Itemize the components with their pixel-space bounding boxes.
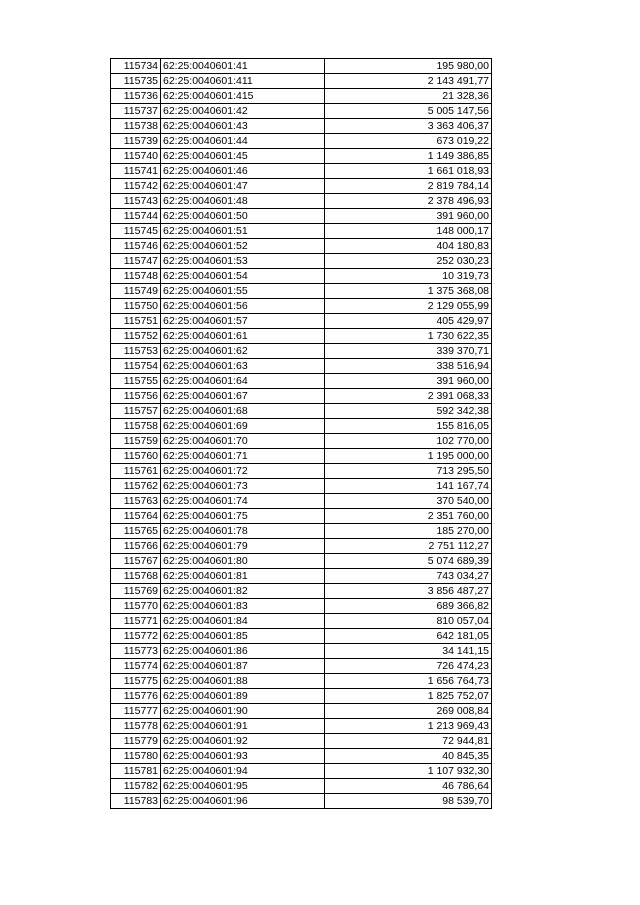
table-row <box>111 539 492 554</box>
value-cell: 141 167,74 <box>325 479 492 494</box>
row-id-cell: 115747 <box>111 254 161 269</box>
table-row <box>111 779 492 794</box>
table-row <box>111 74 492 89</box>
row-id-cell: 115771 <box>111 614 161 629</box>
value-cell: 338 516,94 <box>325 359 492 374</box>
table-row <box>111 554 492 569</box>
row-id-cell: 115759 <box>111 434 161 449</box>
table-row <box>111 269 492 284</box>
cadastral-number-cell: 62:25:0040601:56 <box>161 299 325 314</box>
value-cell: 405 429,97 <box>325 314 492 329</box>
value-cell: 72 944,81 <box>325 734 492 749</box>
table-row <box>111 464 492 479</box>
table-body <box>111 59 492 809</box>
value-cell: 10 319,73 <box>325 269 492 284</box>
row-id-cell: 115773 <box>111 644 161 659</box>
value-cell: 21 328,36 <box>325 89 492 104</box>
table-row <box>111 569 492 584</box>
table-row <box>111 644 492 659</box>
cadastral-number-cell: 62:25:0040601:86 <box>161 644 325 659</box>
cadastral-number-cell: 62:25:0040601:90 <box>161 704 325 719</box>
table-row <box>111 329 492 344</box>
cadastral-number-cell: 62:25:0040601:71 <box>161 449 325 464</box>
value-cell: 370 540,00 <box>325 494 492 509</box>
row-id-cell: 115762 <box>111 479 161 494</box>
row-id-cell: 115774 <box>111 659 161 674</box>
value-cell: 5 005 147,56 <box>325 104 492 119</box>
table-row <box>111 734 492 749</box>
cadastral-number-cell: 62:25:0040601:51 <box>161 224 325 239</box>
row-id-cell: 115746 <box>111 239 161 254</box>
cadastral-number-cell: 62:25:0040601:57 <box>161 314 325 329</box>
cadastral-number-cell: 62:25:0040601:69 <box>161 419 325 434</box>
row-id-cell: 115761 <box>111 464 161 479</box>
table-row <box>111 179 492 194</box>
value-cell: 1 661 018,93 <box>325 164 492 179</box>
table-row <box>111 614 492 629</box>
row-id-cell: 115775 <box>111 674 161 689</box>
value-cell: 2 819 784,14 <box>325 179 492 194</box>
table-row <box>111 359 492 374</box>
table-row <box>111 404 492 419</box>
value-cell: 2 351 760,00 <box>325 509 492 524</box>
row-id-cell: 115756 <box>111 389 161 404</box>
table-row <box>111 419 492 434</box>
value-cell: 2 378 496,93 <box>325 194 492 209</box>
value-cell: 391 960,00 <box>325 374 492 389</box>
value-cell: 2 751 112,27 <box>325 539 492 554</box>
table-row <box>111 59 492 74</box>
cadastral-number-cell: 62:25:0040601:54 <box>161 269 325 284</box>
row-id-cell: 115769 <box>111 584 161 599</box>
table-row <box>111 719 492 734</box>
value-cell: 3 363 406,37 <box>325 119 492 134</box>
row-id-cell: 115736 <box>111 89 161 104</box>
cadastral-number-cell: 62:25:0040601:64 <box>161 374 325 389</box>
row-id-cell: 115768 <box>111 569 161 584</box>
value-cell: 5 074 689,39 <box>325 554 492 569</box>
row-id-cell: 115760 <box>111 449 161 464</box>
table-row <box>111 494 492 509</box>
cadastral-number-cell: 62:25:0040601:87 <box>161 659 325 674</box>
row-id-cell: 115776 <box>111 689 161 704</box>
table-row <box>111 749 492 764</box>
cadastral-number-cell: 62:25:0040601:63 <box>161 359 325 374</box>
cadastral-number-cell: 62:25:0040601:411 <box>161 74 325 89</box>
cadastral-number-cell: 62:25:0040601:55 <box>161 284 325 299</box>
row-id-cell: 115739 <box>111 134 161 149</box>
row-id-cell: 115758 <box>111 419 161 434</box>
cadastral-number-cell: 62:25:0040601:91 <box>161 719 325 734</box>
table-row <box>111 704 492 719</box>
value-cell: 1 107 932,30 <box>325 764 492 779</box>
cadastral-number-cell: 62:25:0040601:94 <box>161 764 325 779</box>
cadastral-number-cell: 62:25:0040601:47 <box>161 179 325 194</box>
value-cell: 46 786,64 <box>325 779 492 794</box>
cadastral-number-cell: 62:25:0040601:415 <box>161 89 325 104</box>
table-row <box>111 689 492 704</box>
value-cell: 1 375 368,08 <box>325 284 492 299</box>
cadastral-number-cell: 62:25:0040601:74 <box>161 494 325 509</box>
value-cell: 102 770,00 <box>325 434 492 449</box>
value-cell: 98 539,70 <box>325 794 492 809</box>
cadastral-number-cell: 62:25:0040601:79 <box>161 539 325 554</box>
value-cell: 713 295,50 <box>325 464 492 479</box>
row-id-cell: 115738 <box>111 119 161 134</box>
value-cell: 404 180,83 <box>325 239 492 254</box>
value-cell: 743 034,27 <box>325 569 492 584</box>
row-id-cell: 115765 <box>111 524 161 539</box>
value-cell: 1 195 000,00 <box>325 449 492 464</box>
cadastral-number-cell: 62:25:0040601:46 <box>161 164 325 179</box>
value-cell: 269 008,84 <box>325 704 492 719</box>
table-row <box>111 629 492 644</box>
value-cell: 2 143 491,77 <box>325 74 492 89</box>
cadastral-number-cell: 62:25:0040601:95 <box>161 779 325 794</box>
row-id-cell: 115763 <box>111 494 161 509</box>
cadastral-number-cell: 62:25:0040601:48 <box>161 194 325 209</box>
table-row <box>111 284 492 299</box>
row-id-cell: 115742 <box>111 179 161 194</box>
cadastral-value-table <box>110 58 492 809</box>
cadastral-number-cell: 62:25:0040601:81 <box>161 569 325 584</box>
table-row <box>111 449 492 464</box>
cadastral-number-cell: 62:25:0040601:88 <box>161 674 325 689</box>
cadastral-number-cell: 62:25:0040601:84 <box>161 614 325 629</box>
table-row <box>111 299 492 314</box>
cadastral-number-cell: 62:25:0040601:44 <box>161 134 325 149</box>
cadastral-number-cell: 62:25:0040601:82 <box>161 584 325 599</box>
value-cell: 592 342,38 <box>325 404 492 419</box>
cadastral-number-cell: 62:25:0040601:45 <box>161 149 325 164</box>
cadastral-number-cell: 62:25:0040601:93 <box>161 749 325 764</box>
value-cell: 1 730 622,35 <box>325 329 492 344</box>
row-id-cell: 115734 <box>111 59 161 74</box>
table-row <box>111 254 492 269</box>
value-cell: 391 960,00 <box>325 209 492 224</box>
value-cell: 673 019,22 <box>325 134 492 149</box>
table-row <box>111 599 492 614</box>
value-cell: 1 149 386,85 <box>325 149 492 164</box>
cadastral-number-cell: 62:25:0040601:50 <box>161 209 325 224</box>
table-row <box>111 134 492 149</box>
value-cell: 689 366,82 <box>325 599 492 614</box>
value-cell: 339 370,71 <box>325 344 492 359</box>
cadastral-number-cell: 62:25:0040601:70 <box>161 434 325 449</box>
cadastral-number-cell: 62:25:0040601:85 <box>161 629 325 644</box>
table-row <box>111 374 492 389</box>
table-row <box>111 164 492 179</box>
row-id-cell: 115745 <box>111 224 161 239</box>
table-row <box>111 584 492 599</box>
table-row <box>111 209 492 224</box>
cadastral-number-cell: 62:25:0040601:83 <box>161 599 325 614</box>
value-cell: 2 129 055,99 <box>325 299 492 314</box>
table-row <box>111 314 492 329</box>
row-id-cell: 115741 <box>111 164 161 179</box>
row-id-cell: 115770 <box>111 599 161 614</box>
row-id-cell: 115778 <box>111 719 161 734</box>
value-cell: 3 856 487,27 <box>325 584 492 599</box>
cadastral-number-cell: 62:25:0040601:75 <box>161 509 325 524</box>
table-row <box>111 194 492 209</box>
cadastral-number-cell: 62:25:0040601:62 <box>161 344 325 359</box>
row-id-cell: 115757 <box>111 404 161 419</box>
table-row <box>111 479 492 494</box>
value-cell: 155 816,05 <box>325 419 492 434</box>
cadastral-number-cell: 62:25:0040601:52 <box>161 239 325 254</box>
cadastral-number-cell: 62:25:0040601:67 <box>161 389 325 404</box>
value-cell: 810 057,04 <box>325 614 492 629</box>
value-cell: 726 474,23 <box>325 659 492 674</box>
value-cell: 34 141,15 <box>325 644 492 659</box>
cadastral-number-cell: 62:25:0040601:92 <box>161 734 325 749</box>
row-id-cell: 115737 <box>111 104 161 119</box>
value-cell: 642 181,05 <box>325 629 492 644</box>
value-cell: 2 391 068,33 <box>325 389 492 404</box>
cadastral-number-cell: 62:25:0040601:61 <box>161 329 325 344</box>
row-id-cell: 115743 <box>111 194 161 209</box>
value-cell: 40 845,35 <box>325 749 492 764</box>
row-id-cell: 115783 <box>111 794 161 809</box>
table-row <box>111 224 492 239</box>
row-id-cell: 115764 <box>111 509 161 524</box>
row-id-cell: 115779 <box>111 734 161 749</box>
row-id-cell: 115751 <box>111 314 161 329</box>
table-row <box>111 794 492 809</box>
cadastral-number-cell: 62:25:0040601:96 <box>161 794 325 809</box>
table-row <box>111 344 492 359</box>
row-id-cell: 115755 <box>111 374 161 389</box>
table-row <box>111 764 492 779</box>
cadastral-number-cell: 62:25:0040601:53 <box>161 254 325 269</box>
row-id-cell: 115752 <box>111 329 161 344</box>
row-id-cell: 115749 <box>111 284 161 299</box>
cadastral-number-cell: 62:25:0040601:78 <box>161 524 325 539</box>
table-row <box>111 89 492 104</box>
table-row <box>111 104 492 119</box>
table-row <box>111 389 492 404</box>
table-row <box>111 239 492 254</box>
row-id-cell: 115782 <box>111 779 161 794</box>
cadastral-number-cell: 62:25:0040601:73 <box>161 479 325 494</box>
table-row <box>111 674 492 689</box>
table-row <box>111 524 492 539</box>
table-row <box>111 149 492 164</box>
cadastral-number-cell: 62:25:0040601:89 <box>161 689 325 704</box>
row-id-cell: 115772 <box>111 629 161 644</box>
value-cell: 1 213 969,43 <box>325 719 492 734</box>
value-cell: 252 030,23 <box>325 254 492 269</box>
value-cell: 195 980,00 <box>325 59 492 74</box>
row-id-cell: 115781 <box>111 764 161 779</box>
row-id-cell: 115754 <box>111 359 161 374</box>
cadastral-number-cell: 62:25:0040601:68 <box>161 404 325 419</box>
value-cell: 185 270,00 <box>325 524 492 539</box>
row-id-cell: 115750 <box>111 299 161 314</box>
table-row <box>111 509 492 524</box>
cadastral-number-cell: 62:25:0040601:72 <box>161 464 325 479</box>
table-row <box>111 659 492 674</box>
row-id-cell: 115740 <box>111 149 161 164</box>
cadastral-number-cell: 62:25:0040601:41 <box>161 59 325 74</box>
cadastral-number-cell: 62:25:0040601:42 <box>161 104 325 119</box>
row-id-cell: 115777 <box>111 704 161 719</box>
cadastral-number-cell: 62:25:0040601:80 <box>161 554 325 569</box>
row-id-cell: 115748 <box>111 269 161 284</box>
value-cell: 1 825 752,07 <box>325 689 492 704</box>
row-id-cell: 115766 <box>111 539 161 554</box>
table-row <box>111 119 492 134</box>
table-row <box>111 434 492 449</box>
value-cell: 1 656 764,73 <box>325 674 492 689</box>
row-id-cell: 115753 <box>111 344 161 359</box>
row-id-cell: 115767 <box>111 554 161 569</box>
value-cell: 148 000,17 <box>325 224 492 239</box>
cadastral-number-cell: 62:25:0040601:43 <box>161 119 325 134</box>
row-id-cell: 115735 <box>111 74 161 89</box>
row-id-cell: 115744 <box>111 209 161 224</box>
row-id-cell: 115780 <box>111 749 161 764</box>
